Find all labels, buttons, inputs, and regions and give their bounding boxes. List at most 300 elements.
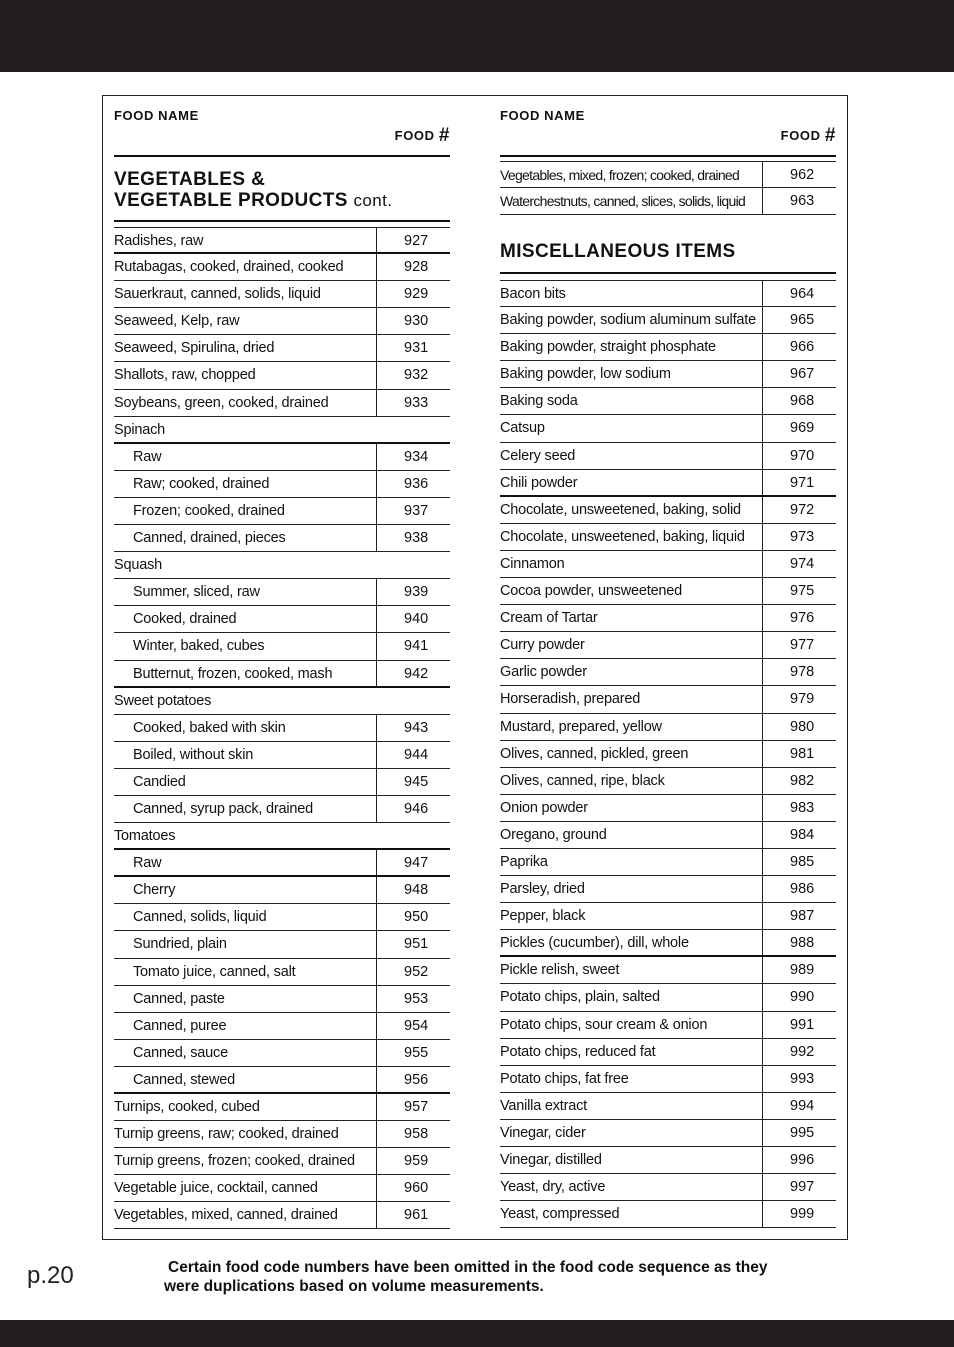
food-name: Horseradish, prepared (500, 691, 641, 708)
food-number: 954 (404, 1017, 429, 1034)
food-number: 992 (790, 1043, 815, 1060)
food-number: 987 (790, 908, 815, 925)
food-name: Oregano, ground (500, 826, 607, 843)
food-number: 989 (790, 962, 815, 979)
table-row (500, 605, 836, 632)
food-number: 970 (790, 447, 815, 464)
food-number: 971 (790, 474, 815, 491)
food-name-header: FOOD NAME (114, 108, 199, 123)
food-number: 990 (790, 989, 815, 1006)
food-number-cell (376, 1148, 451, 1174)
table-row (500, 686, 836, 713)
food-number-cell (376, 471, 451, 497)
food-number-cell (762, 415, 837, 441)
food-number-cell (762, 686, 837, 712)
food-number: 981 (790, 745, 815, 762)
food-name: Cinnamon (500, 555, 565, 572)
food-number: 977 (790, 637, 815, 654)
table-row (500, 280, 836, 307)
food-name: Canned, stewed (133, 1071, 235, 1088)
food-number-cell (762, 659, 837, 685)
food-name: Seaweed, Spirulina, dried (114, 340, 275, 357)
food-number: 976 (790, 610, 815, 627)
food-name: Potato chips, plain, salted (500, 989, 660, 1006)
table-row (500, 1093, 836, 1120)
table-row (114, 769, 450, 796)
food-number: 964 (790, 286, 815, 302)
food-name: Raw; cooked, drained (133, 475, 270, 492)
food-name: Vegetables, mixed, frozen; cooked, drained (500, 167, 740, 183)
right-top-food-list (500, 161, 836, 215)
table-row (114, 471, 450, 498)
food-name: Vanilla extract (500, 1097, 587, 1114)
table-row (114, 986, 450, 1013)
group-header-row (114, 688, 450, 715)
food-number-cell (762, 714, 837, 740)
food-number: 928 (404, 259, 429, 276)
food-number-cell (376, 1067, 451, 1092)
food-name: Olives, canned, pickled, green (500, 745, 689, 762)
food-number-cell (762, 361, 837, 387)
food-name: Mustard, prepared, yellow (500, 718, 662, 735)
food-number-cell (376, 444, 451, 470)
table-row (114, 959, 450, 986)
food-number: 997 (790, 1179, 815, 1196)
food-name: Sauerkraut, canned, solids, liquid (114, 286, 321, 303)
table-row (500, 741, 836, 768)
food-number: 934 (404, 448, 429, 465)
table-row (500, 849, 836, 876)
food-number-cell (376, 633, 451, 659)
table-row (500, 714, 836, 741)
food-name: Cooked, baked with skin (133, 719, 286, 736)
table-row (500, 334, 836, 361)
food-number-cell (376, 606, 451, 632)
food-name: Baking powder, sodium aluminum sulfate (500, 312, 756, 329)
food-number-cell (376, 1175, 451, 1201)
food-number: 973 (790, 528, 815, 545)
misc-food-list (500, 280, 836, 1228)
food-number: 993 (790, 1070, 815, 1087)
food-number-cell (376, 1121, 451, 1147)
section-title-vegetables: VEGETABLES & VEGETABLE PRODUCTS cont. (114, 169, 393, 211)
food-name: Turnip greens, raw; cooked, drained (114, 1126, 339, 1143)
food-number-cell (376, 498, 451, 524)
table-row (500, 578, 836, 605)
food-number-cell (762, 551, 837, 577)
food-name: Potato chips, reduced fat (500, 1043, 656, 1060)
food-number: 946 (404, 800, 429, 817)
table-row (114, 1148, 450, 1175)
food-name: Turnips, cooked, cubed (114, 1099, 260, 1115)
food-name: Vinegar, distilled (500, 1152, 602, 1168)
table-row (114, 633, 450, 660)
food-number: 957 (404, 1099, 429, 1115)
food-name: Canned, puree (133, 1017, 227, 1034)
table-row (500, 903, 836, 930)
food-name: Sundried, plain (133, 936, 227, 953)
table-row (500, 470, 836, 497)
table-row (114, 877, 450, 904)
table-row (114, 390, 450, 417)
food-name: Pepper, black (500, 908, 586, 925)
food-number-cell (762, 524, 837, 550)
food-number: 994 (790, 1097, 815, 1114)
food-number: 938 (404, 530, 429, 547)
table-row (500, 497, 836, 524)
table-row (114, 904, 450, 931)
food-number-cell (376, 959, 451, 985)
food-code-table (102, 95, 848, 1240)
food-number-cell (376, 362, 451, 388)
food-number-cell (376, 1094, 451, 1120)
food-name: Summer, sliced, raw (133, 584, 260, 601)
food-name: Yeast, dry, active (500, 1179, 606, 1196)
food-number: 983 (790, 799, 815, 816)
food-number-cell (376, 390, 451, 416)
food-number-cell (762, 876, 837, 902)
footnote: Certain food code numbers have been omitted in the food code sequence as they were duplications based on volume measurements. (164, 1259, 768, 1295)
table-row (114, 1175, 450, 1202)
food-number-cell (762, 768, 837, 794)
table-row (500, 361, 836, 388)
header-rule (114, 155, 450, 157)
food-name: Baking powder, low sodium (500, 366, 671, 383)
food-name: Boiled, without skin (133, 746, 254, 763)
table-row (114, 850, 450, 877)
table-row (500, 957, 836, 984)
table-row (114, 362, 450, 389)
food-number: 999 (790, 1206, 815, 1223)
food-number-cell (376, 742, 451, 768)
table-row (500, 188, 836, 215)
food-number-cell (762, 497, 837, 523)
table-row (500, 768, 836, 795)
food-number: 955 (404, 1044, 429, 1061)
food-name: Shallots, raw, chopped (114, 367, 256, 384)
table-row (114, 661, 450, 688)
food-number: 972 (790, 501, 815, 518)
table-row (114, 1013, 450, 1040)
group-header-row (114, 823, 450, 850)
table-row (114, 1094, 450, 1121)
food-number: 965 (790, 312, 815, 329)
group-header-row (114, 417, 450, 444)
table-row (114, 796, 450, 823)
food-name: Parsley, dried (500, 881, 585, 898)
food-number-cell (376, 1013, 451, 1039)
table-row (114, 1202, 450, 1229)
food-number-cell (762, 334, 837, 360)
food-number-cell (762, 1012, 837, 1038)
food-number: 975 (790, 583, 815, 600)
table-row (500, 1174, 836, 1201)
food-number: 969 (790, 420, 815, 437)
food-number-cell (376, 931, 451, 957)
food-number: 939 (404, 584, 429, 601)
food-name: Bacon bits (500, 286, 566, 302)
food-number: 931 (404, 340, 429, 357)
food-name: Canned, solids, liquid (133, 909, 267, 926)
food-name: Soybeans, green, cooked, drained (114, 394, 329, 411)
table-row (500, 388, 836, 415)
food-number-cell (376, 796, 451, 822)
food-name: Catsup (500, 420, 545, 437)
food-number: 941 (404, 638, 429, 655)
food-number: 974 (790, 555, 815, 572)
food-name: Rutabagas, cooked, drained, cooked (114, 259, 344, 276)
food-name: Squash (114, 557, 162, 574)
food-number-cell (376, 228, 451, 252)
food-number: 979 (790, 691, 815, 708)
food-name: Candied (133, 773, 186, 790)
food-number-cell (762, 957, 837, 983)
top-banner (0, 0, 954, 72)
food-number-cell (376, 254, 451, 280)
food-number: 958 (404, 1126, 429, 1143)
food-name: Turnip greens, frozen; cooked, drained (114, 1153, 355, 1170)
food-number-cell (376, 579, 451, 605)
table-row (500, 307, 836, 334)
food-name: Canned, sauce (133, 1044, 228, 1061)
food-name: Baking soda (500, 393, 578, 410)
food-number-cell (762, 822, 837, 848)
section-rule (114, 220, 450, 222)
food-number: 953 (404, 990, 429, 1007)
food-number-cell (762, 162, 837, 187)
food-number: 942 (404, 665, 429, 682)
food-number-cell (762, 1147, 837, 1173)
table-row (114, 715, 450, 742)
left-food-list (114, 227, 450, 1229)
food-name: Chocolate, unsweetened, baking, solid (500, 501, 741, 518)
food-number: 978 (790, 664, 815, 681)
food-name: Winter, baked, cubes (133, 638, 265, 655)
table-row (500, 984, 836, 1011)
food-name: Raw (133, 448, 162, 465)
table-row (114, 1040, 450, 1067)
food-number: 951 (404, 936, 429, 953)
table-row (114, 579, 450, 606)
food-number-cell (762, 741, 837, 767)
food-number-cell (762, 1120, 837, 1146)
food-number: 944 (404, 746, 429, 763)
table-row (500, 632, 836, 659)
food-name: Cooked, drained (133, 611, 237, 628)
food-name: Cocoa powder, unsweetened (500, 583, 683, 600)
food-number-cell (376, 1040, 451, 1066)
food-name: Waterchestnuts, canned, slices, solids, liquid (500, 193, 746, 210)
food-number: 950 (404, 909, 429, 926)
table-row (114, 1121, 450, 1148)
food-name: Tomato juice, canned, salt (133, 963, 296, 980)
food-number-cell (762, 605, 837, 631)
food-number-cell (762, 307, 837, 333)
food-number-cell (376, 308, 451, 334)
food-number-cell (762, 984, 837, 1010)
food-number: 982 (790, 772, 815, 789)
food-name: Butternut, frozen, cooked, mash (133, 665, 333, 682)
table-row (500, 659, 836, 686)
food-name: Seaweed, Kelp, raw (114, 313, 240, 330)
table-row (114, 444, 450, 471)
food-number-cell (376, 661, 451, 686)
food-number: 988 (790, 935, 815, 952)
food-name: Chocolate, unsweetened, baking, liquid (500, 528, 745, 545)
table-row (500, 1066, 836, 1093)
food-number-cell (762, 632, 837, 658)
food-number-cell (376, 335, 451, 361)
food-name: Tomatoes (114, 828, 176, 845)
food-name: Canned, syrup pack, drained (133, 800, 313, 817)
table-row (500, 930, 836, 957)
food-number-cell (376, 877, 451, 903)
food-number: 927 (404, 233, 429, 249)
food-number-header: FOOD # (394, 125, 450, 146)
food-number-cell (376, 986, 451, 1012)
food-number: 956 (404, 1071, 429, 1088)
food-name: Frozen; cooked, drained (133, 502, 285, 519)
food-number: 961 (404, 1207, 429, 1224)
food-number-cell (762, 1174, 837, 1200)
food-number: 929 (404, 286, 429, 303)
table-row (114, 1067, 450, 1094)
food-number: 933 (404, 394, 429, 411)
food-name: Vinegar, cider (500, 1124, 586, 1141)
food-number-cell (762, 188, 837, 214)
food-name: Vegetable juice, cocktail, canned (114, 1180, 318, 1197)
table-row (500, 876, 836, 903)
table-row (114, 281, 450, 308)
food-number-cell (762, 281, 837, 306)
food-name: Paprika (500, 853, 548, 870)
food-number-cell (762, 443, 837, 469)
food-number: 937 (404, 502, 429, 519)
food-number: 995 (790, 1124, 815, 1141)
table-row (500, 1012, 836, 1039)
table-row (114, 742, 450, 769)
table-row (114, 606, 450, 633)
food-number: 991 (790, 1016, 815, 1033)
food-name: Curry powder (500, 637, 585, 654)
bottom-banner (0, 1320, 954, 1347)
food-number: 960 (404, 1180, 429, 1197)
food-number-cell (762, 903, 837, 929)
table-row (500, 1147, 836, 1174)
table-row (114, 254, 450, 281)
food-number: 943 (404, 719, 429, 736)
table-row (114, 931, 450, 958)
food-name: Sweet potatoes (114, 692, 212, 709)
food-number-cell (376, 769, 451, 795)
food-number: 985 (790, 853, 815, 870)
food-name: Yeast, compressed (500, 1206, 620, 1223)
food-number: 932 (404, 367, 429, 384)
table-row (500, 524, 836, 551)
food-number: 980 (790, 718, 815, 735)
food-number: 936 (404, 475, 429, 492)
food-name: Garlic powder (500, 664, 587, 681)
group-header-row (114, 552, 450, 579)
header-rule (500, 155, 836, 157)
table-row (500, 1120, 836, 1147)
food-name: Spinach (114, 421, 165, 438)
table-row (114, 525, 450, 552)
food-name: Canned, drained, pieces (133, 530, 286, 547)
food-number: 940 (404, 611, 429, 628)
table-row (500, 1039, 836, 1066)
food-number: 967 (790, 366, 815, 383)
food-number: 947 (404, 855, 429, 872)
table-row (500, 551, 836, 578)
food-number-cell (762, 849, 837, 875)
table-row (500, 795, 836, 822)
table-row (500, 161, 836, 188)
food-number: 945 (404, 773, 429, 790)
food-number-cell (762, 388, 837, 414)
food-number: 986 (790, 881, 815, 898)
food-number: 968 (790, 393, 815, 410)
food-name: Potato chips, fat free (500, 1070, 629, 1087)
food-name-header: FOOD NAME (500, 108, 585, 123)
food-number-cell (376, 1202, 451, 1228)
food-number-cell (376, 715, 451, 741)
table-row (500, 1201, 836, 1228)
food-name: Onion powder (500, 799, 588, 816)
table-row (114, 498, 450, 525)
food-number: 966 (790, 339, 815, 356)
food-name: Raw (133, 855, 162, 872)
food-number-cell (762, 578, 837, 604)
food-number-cell (762, 1093, 837, 1119)
food-number-cell (376, 525, 451, 551)
food-name: Baking powder, straight phosphate (500, 339, 716, 356)
food-name: Pickles (cucumber), dill, whole (500, 935, 689, 952)
food-number-header: FOOD # (780, 125, 836, 146)
section-rule (500, 272, 836, 274)
food-name: Radishes, raw (114, 233, 204, 249)
food-name: Canned, paste (133, 990, 225, 1007)
food-number-cell (762, 1066, 837, 1092)
food-number-cell (376, 850, 451, 875)
food-number: 963 (790, 193, 815, 210)
page-number: p.20 (27, 1262, 74, 1289)
food-name: Olives, canned, ripe, black (500, 772, 665, 789)
food-number-cell (762, 1039, 837, 1065)
food-number: 952 (404, 963, 429, 980)
table-row (500, 443, 836, 470)
food-name: Celery seed (500, 447, 576, 464)
table-row (114, 227, 450, 254)
food-number-cell (762, 470, 837, 495)
food-number: 948 (404, 882, 429, 899)
food-number: 959 (404, 1153, 429, 1170)
food-number-cell (762, 795, 837, 821)
food-name: Potato chips, sour cream & onion (500, 1016, 708, 1033)
food-name: Vegetables, mixed, canned, drained (114, 1207, 338, 1224)
food-name: Cream of Tartar (500, 610, 598, 627)
food-number-cell (376, 281, 451, 307)
food-number-cell (762, 1201, 837, 1227)
food-number: 930 (404, 313, 429, 330)
table-row (500, 415, 836, 442)
section-title-misc: MISCELLANEOUS ITEMS (500, 241, 736, 262)
food-name: Cherry (133, 882, 176, 899)
food-number: 996 (790, 1152, 815, 1168)
food-name: Pickle relish, sweet (500, 962, 620, 979)
table-row (114, 308, 450, 335)
food-number: 984 (790, 826, 815, 843)
